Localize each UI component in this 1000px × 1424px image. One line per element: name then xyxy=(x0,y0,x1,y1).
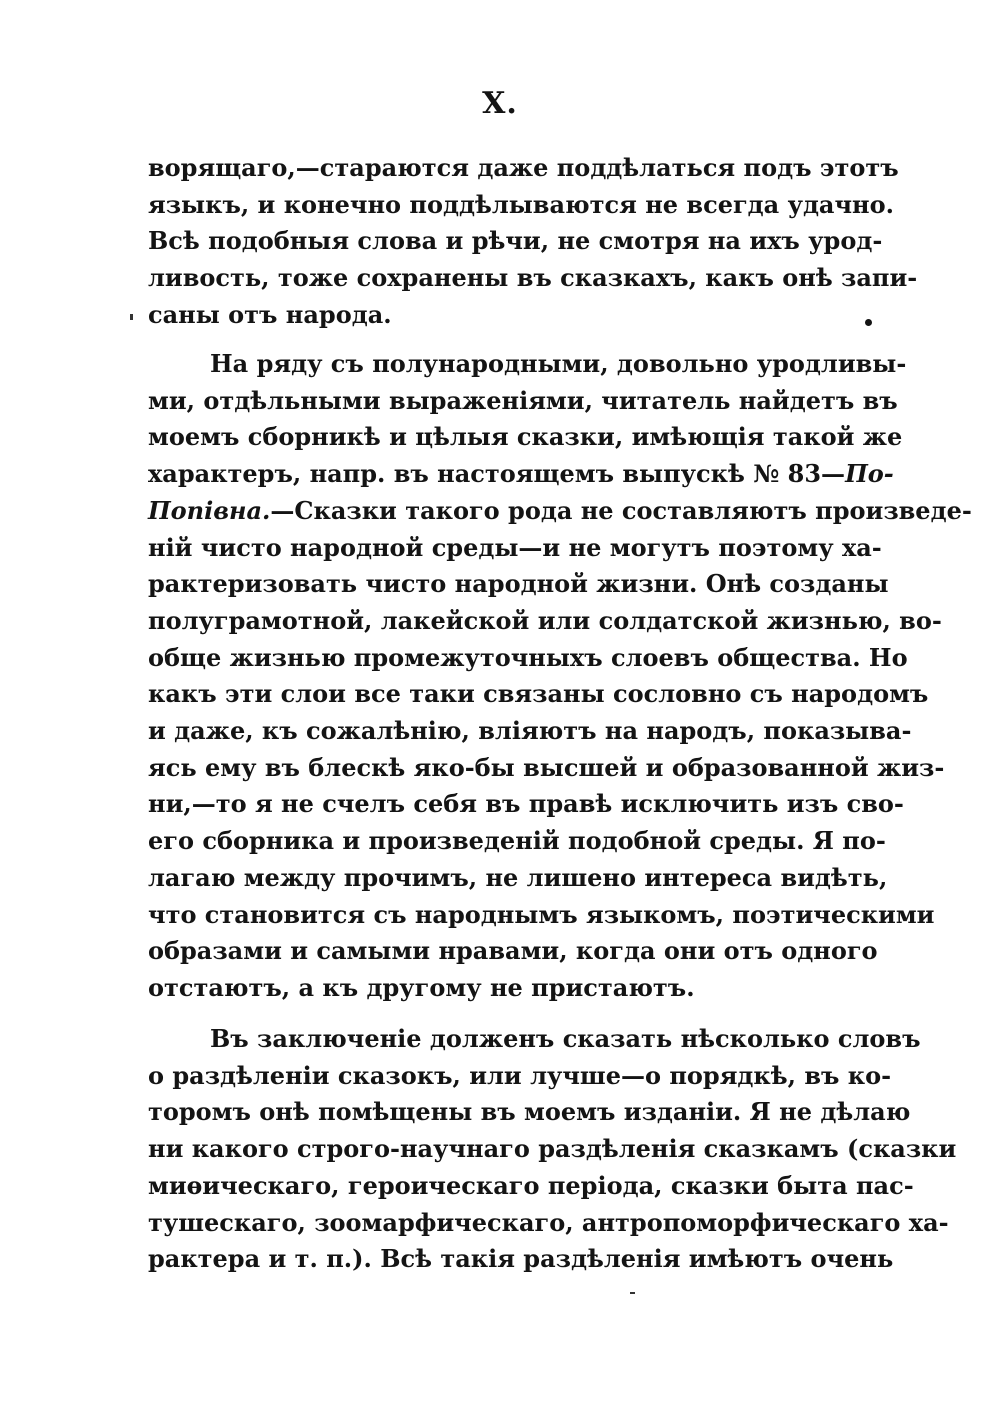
text-line: о раздѣленіи сказокъ, или лучше—о порядкѣ, въ ко- xyxy=(148,1060,892,1090)
text-line: Попівна.—Сказки такого рода не составляютъ произведе- xyxy=(148,493,860,530)
text-line: ливость, тоже сохранены въ сказкахъ, какъ онѣ запи- xyxy=(148,263,918,293)
scan-speck xyxy=(630,1292,635,1294)
text-line: рактеризовать чисто народной жизни. Онѣ созданы xyxy=(148,569,889,599)
text-line: характеръ, напр. въ настоящемъ выпускѣ № 83— По- xyxy=(148,456,860,493)
text-line: ми, отдѣльными выраженіями, читатель найдетъ въ xyxy=(148,385,898,415)
italic-title: По- xyxy=(845,459,894,489)
text-line: ній чисто народной среды—и не могутъ поэтому ха- xyxy=(148,532,882,562)
text-line: моемъ сборникѣ и цѣлыя сказки, имѣющія такой же xyxy=(148,422,903,452)
scan-speck xyxy=(865,319,872,326)
text-line: Всѣ подобныя слова и рѣчи, не смотря на ихъ урод- xyxy=(148,226,883,256)
paragraph-third xyxy=(148,1021,957,1278)
text-line: ни,—то я не счелъ себя въ правѣ исключить изъ сво- xyxy=(148,789,904,819)
text-line: какъ эти слои все таки связаны сословно съ народомъ xyxy=(148,679,929,709)
text-line: и даже, къ сожалѣнію, вліяютъ на народъ, показыва- xyxy=(148,716,912,746)
text-line: На ряду съ полународными, довольно уродливы- xyxy=(210,349,907,378)
text-line: языкъ, и конечно поддѣлываются не всегда удачно. xyxy=(148,189,894,219)
text-line: что становится съ народнымъ языкомъ, поэтическими xyxy=(148,899,935,929)
text-line: тушескаго, зоомарфическаго, антропоморфическаго ха- xyxy=(148,1207,949,1237)
text-line: отстаютъ, а къ другому не пристаютъ. xyxy=(148,972,695,1002)
text-line: его сборника и произведеній подобной среды. Я по- xyxy=(148,826,886,856)
text-line: рактера и т. п.). Всѣ такія раздѣленія имѣютъ очень xyxy=(148,1244,894,1274)
scan-speck xyxy=(130,314,133,320)
text-line: Въ заключеніе долженъ сказать нѣсколько словъ xyxy=(210,1024,921,1053)
page-number: X. xyxy=(482,86,518,121)
text-line: лагаю между прочимъ, не лишено интереса видѣть, xyxy=(148,862,888,892)
text-line: ни какого строго-научнаго раздѣленія сказкамъ (сказки xyxy=(148,1134,957,1164)
text-line: саны отъ народа. xyxy=(148,299,392,329)
text-line: ворящаго,—стараются даже поддѣлаться подъ этотъ xyxy=(148,153,899,182)
paragraph-second xyxy=(148,346,972,1007)
italic-title: Попівна. xyxy=(148,495,271,525)
text-line: обще жизнью промежуточныхъ слоевъ общества. Но xyxy=(148,642,908,672)
text-line: ясь ему въ блескѣ яко-бы высшей и образованной жиз- xyxy=(148,752,945,782)
text-line: полуграмотной, лакейской или солдатской жизнью, во- xyxy=(148,605,942,635)
text-line: торомъ онѣ помѣщены въ моемъ изданіи. Я не дѣлаю xyxy=(148,1097,911,1127)
text-line: миѳическаго, героическаго періода, сказки быта пас- xyxy=(148,1170,914,1200)
paragraph-continuation xyxy=(148,150,918,334)
text-line: образами и самыми нравами, когда они отъ одного xyxy=(148,936,878,966)
